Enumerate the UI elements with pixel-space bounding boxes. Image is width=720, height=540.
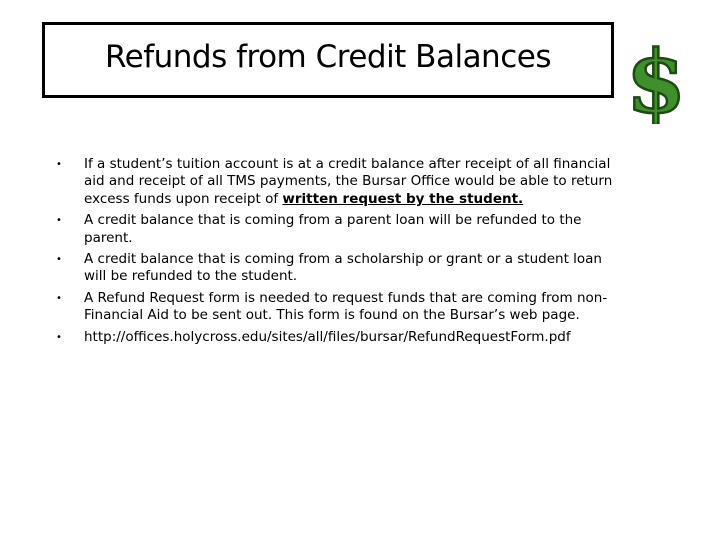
bullet-list (54, 156, 614, 350)
bullet-text: A credit balance that is coming from a scholarship or grant or a student loan will be refunded to the student. (84, 251, 602, 285)
bullet-marker: • (56, 331, 62, 343)
bullet-item-credit-balance (54, 156, 614, 208)
bullet-marker: • (56, 159, 62, 170)
bullet-marker: • (56, 215, 62, 227)
bullet-item-refund-form (54, 290, 614, 325)
bullet-text (84, 156, 614, 208)
bullet-text-main: If a student’s tuition account is at a credit balance after receipt of all financial aid and receipt of all TMS payments, the Bursar Office would be able to return excess funds upon receipt of (84, 156, 613, 207)
bullet-marker: • (56, 292, 62, 304)
slide-title: Refunds from Credit Balances (105, 39, 551, 75)
svg-text:$: $ (626, 38, 686, 124)
title-box (42, 22, 614, 98)
bullet-text: A credit balance that is coming from a parent loan will be refunded to the parent. (84, 212, 582, 246)
bullet-marker: • (56, 254, 62, 266)
bullet-item-url (54, 329, 614, 346)
bullet-item-scholarship (54, 251, 614, 286)
bullet-text: A Refund Request form is needed to request funds that are coming from non-Financial Aid to be sent out. This form is found on the Bursar’s web page. (84, 289, 608, 324)
written-request-emphasis: written request by the student. (282, 190, 524, 207)
bullet-item-parent-loan (54, 212, 614, 247)
refund-form-link[interactable]: http://offices.holycross.edu/sites/all/files/bursar/RefundRequestForm.pdf (84, 328, 571, 345)
dollar-sign-icon (622, 38, 692, 124)
